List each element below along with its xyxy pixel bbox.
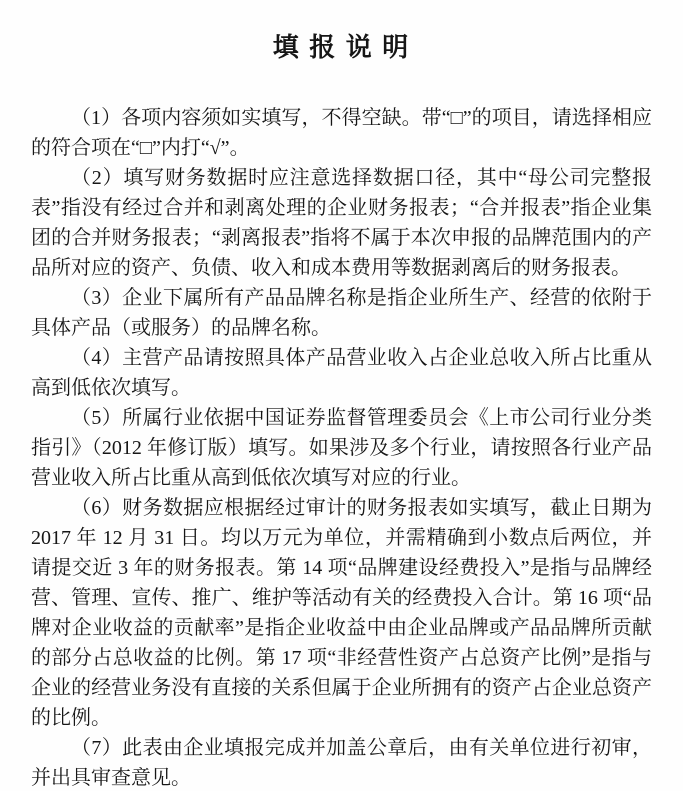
instruction-paragraph-6: （6）财务数据应根据经过审计的财务报表如实填写，截止日期为 2017 年 12 月 31 日。均以万元为单位，并需精确到小数点后两位，并请提交近 3 年的财务报表。第 14 项“品牌建设经费投入”是指与品牌经营、管理、宣传、推广、维护等活动有关的经费投入合计。第 16 项“品牌对企业收益的贡献率”是指企业收益中由企业品牌或产品品牌所贡献的部分占总收益的比例。第 17 项“非经营性资产占总资产比例”是指与企业的经营业务没有直接的关系但属于企业所拥有的资产占企业总资产的比例。	[31, 497, 652, 729]
page-title: 填 报 说 明	[272, 33, 411, 62]
instruction-paragraph-5: （5）所属行业依据中国证券监督管理委员会《上市公司行业分类指引》（2012 年修订版）填写。如果涉及多个行业，请按照各行业产品营业收入所占比重从高到低依次填写对应的行业。	[31, 407, 652, 489]
instruction-paragraph-2: （2）填写财务数据时应注意选择数据口径，其中“母公司完整报表”指没有经过合并和剥离处理的企业财务报表；“合并报表”指企业集团的合并财务报表；“剥离报表”指将不属于本次申报的品牌范围内的产品所对应的资产、负债、收入和成本费用等数据剥离后的财务报表。	[31, 167, 652, 279]
instruction-paragraph-7: （7）此表由企业填报完成并加盖公章后，由有关单位进行初审，并出具审查意见。	[31, 737, 652, 789]
instructions-body	[31, 103, 652, 791]
instruction-paragraph-4: （4）主营产品请按照具体产品营业收入占企业总收入所占比重从高到低依次填写。	[31, 347, 652, 399]
instruction-paragraph-1: （1）各项内容须如实填写，不得空缺。带“□”的项目，请选择相应的符合项在“□”内打“√”。	[31, 107, 652, 159]
instruction-paragraph-3: （3）企业下属所有产品品牌名称是指企业所生产、经营的依附于具体产品（或服务）的品牌名称。	[31, 287, 652, 339]
